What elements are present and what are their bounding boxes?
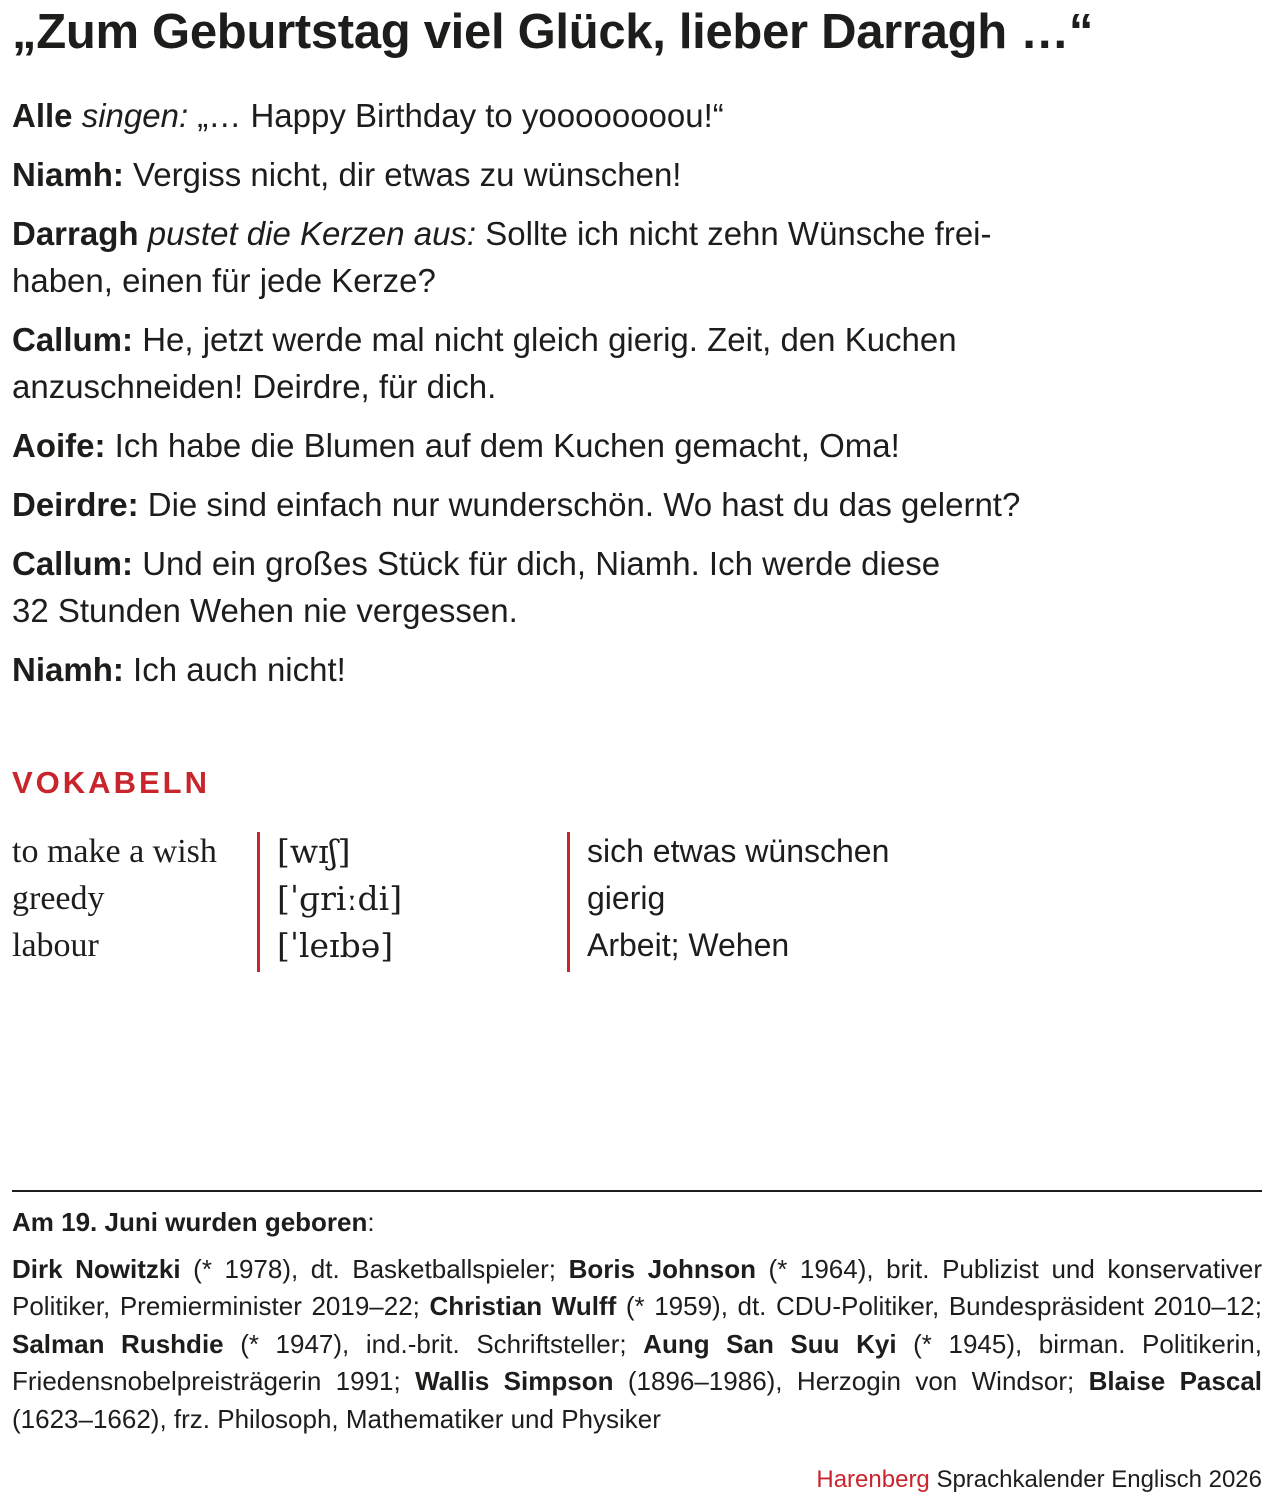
dialog-text-continued: haben, einen für jede Kerze?	[12, 262, 436, 299]
birth-name: Blaise Pascal	[1088, 1366, 1262, 1397]
speaker-name: Callum	[12, 321, 123, 358]
dialog-line	[12, 210, 1262, 304]
dialog-line	[12, 422, 1262, 469]
vocab-english-column	[12, 828, 217, 969]
speaker-colon: :	[94, 427, 106, 464]
dialog-line	[12, 646, 1262, 693]
dialog-line	[12, 481, 1262, 528]
speaker-colon: :	[122, 321, 134, 358]
birth-description: (* 1947), ind.-brit. Schriftsteller;	[223, 1328, 644, 1359]
footer-brand: Harenberg	[816, 1466, 930, 1493]
vocab-ipa-column	[277, 828, 402, 969]
births-heading	[12, 1204, 375, 1240]
speaker-colon: :	[127, 486, 139, 523]
footer-publisher	[816, 1463, 1262, 1497]
speaker-name: Niamh	[12, 156, 113, 193]
speaker-colon: :	[112, 156, 124, 193]
speaker-name: Callum	[12, 545, 123, 582]
dialog-text: Ich habe die Blumen auf dem Kuchen gemacht, Oma!	[105, 427, 900, 464]
vocab-divider	[567, 832, 570, 972]
vocab-german: gierig	[587, 880, 666, 916]
birth-description: (1623–1662), frz. Philosoph, Mathematiker und Physiker	[12, 1403, 661, 1434]
dialog-text: He, jetzt werde mal nicht gleich gierig. Zeit, den Kuchen	[133, 321, 957, 358]
page-title: „Zum Geburtstag viel Glück, lieber Darragh …“	[12, 5, 1094, 59]
birth-name: Boris Johnson	[568, 1254, 756, 1284]
dialog-text: Die sind einfach nur wunderschön. Wo hast du das gelernt?	[138, 486, 1021, 523]
births-list	[12, 1251, 1262, 1438]
dialog-text: „… Happy Birthday to yoooooooou!“	[188, 97, 724, 134]
footer-title: Sprachkalender Englisch 2026	[929, 1466, 1262, 1493]
birth-name: Wallis Simpson	[415, 1366, 614, 1397]
dialog-text-continued: 32 Stunden Wehen nie vergessen.	[12, 592, 518, 629]
birth-description: (1896–1986), Herzogin von Windsor;	[613, 1366, 1089, 1397]
dialog-line	[12, 92, 1262, 139]
dialog	[12, 92, 1262, 705]
birth-description: (* 1964), brit. Publizist und konservativer Politiker, Premierminister 2019–22;	[12, 1254, 1263, 1322]
speaker-name: Deirdre	[12, 486, 128, 523]
birth-name: Christian Wulff	[429, 1291, 617, 1322]
vocab-german: sich etwas wünschen	[587, 833, 890, 869]
speaker-colon: :	[122, 545, 134, 582]
birth-name: Dirk Nowitzki	[12, 1254, 181, 1284]
vocab-english: greedy	[12, 880, 105, 917]
vocab-english: labour	[12, 927, 99, 964]
dialog-line	[12, 151, 1262, 198]
birth-name: Aung San Suu Kyi	[643, 1328, 897, 1359]
dialog-text-continued: anzuschneiden! Deirdre, für dich.	[12, 368, 497, 405]
dialog-text: Und ein großes Stück für dich, Niamh. Ich werde diese	[133, 545, 941, 582]
vocab-german-column	[587, 828, 889, 969]
speaker-name: Alle	[12, 97, 73, 134]
stage-direction: singen:	[72, 97, 189, 134]
vocab-heading: VOKABELN	[12, 765, 210, 800]
dialog-text: Ich auch nicht!	[123, 651, 346, 688]
speaker-colon: :	[112, 651, 124, 688]
vocab-pronunciation: [ˈleɪbə]	[277, 926, 394, 965]
birth-description: (* 1978), dt. Basketballspieler;	[180, 1254, 569, 1284]
dialog-text: Vergiss nicht, dir etwas zu wünschen!	[123, 156, 682, 193]
speaker-name: Aoife	[12, 427, 95, 464]
speaker-name: Niamh	[12, 651, 113, 688]
birth-description: (* 1945), birman. Politikerin, Friedensnobelpreisträgerin 1991;	[12, 1328, 1262, 1397]
vocab-pronunciation: [wɪʃ]	[277, 832, 351, 871]
vocab-german: Arbeit; Wehen	[587, 927, 790, 963]
vocab-pronunciation: [ˈɡriːdi]	[277, 879, 403, 918]
speaker-name: Darragh	[12, 215, 139, 252]
stage-direction: pustet die Kerzen aus:	[138, 215, 477, 252]
births-heading-text: Am 19. Juni wurden geboren	[12, 1207, 368, 1237]
vocab-divider	[257, 832, 260, 972]
births-heading-colon: :	[367, 1207, 375, 1237]
birth-name: Salman Rushdie	[12, 1328, 224, 1359]
vocab-english: to make a wish	[12, 833, 217, 870]
birth-description: (* 1959), dt. CDU-Politiker, Bundespräsident 2010–12;	[616, 1291, 1262, 1322]
dialog-line	[12, 316, 1262, 410]
dialog-line	[12, 540, 1262, 634]
section-divider	[12, 1190, 1262, 1192]
dialog-text: Sollte ich nicht zehn Wünsche frei-	[476, 215, 992, 252]
